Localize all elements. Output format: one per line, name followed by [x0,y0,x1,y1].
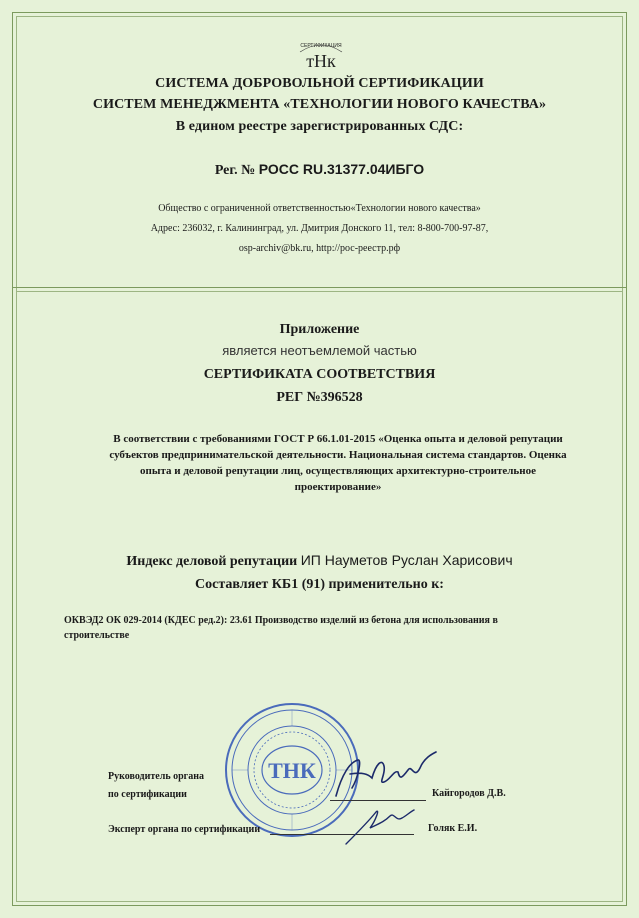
certificate-title: СЕРТИФИКАТА СООТВЕТСТВИЯ [203,367,436,382]
head-label-line-2: по сертификации [108,789,187,800]
expert-signature-label: Эксперт органа по сертификации [108,824,261,835]
svg-text:СЕРТИФИКАЦИЯ: СЕРТИФИКАЦИЯ [300,43,342,49]
reputation-value: Составляет КБ1 (91) применительно к: [195,577,444,592]
reputation-index-label: Индекс деловой репутации [126,554,301,569]
organization-name: Общество с ограниченной ответственностью«Технологии нового качества» [158,203,481,214]
header-line-2: СИСТЕМ МЕНЕДЖМЕНТА «ТЕХНОЛОГИИ НОВОГО КАЧЕСТВА» [92,97,547,112]
gost-line-1: В соответствии с требованиями ГОСТ Р 66.1.01-2015 «Оценка опыта и деловой репутации [113,433,563,445]
section-divider [12,287,627,288]
registry-value: РОСС RU.31377.04ИБГО [258,161,425,177]
appendix-title: Приложение [279,322,360,337]
registry-prefix: Рег. № [214,163,259,178]
registry-number [0,161,639,179]
gost-line-4: проектирование» [294,481,382,493]
reputation-index [0,552,639,570]
svg-text:тНк: тНк [306,51,336,71]
entrepreneur-name: ИП Науметов Руслан Харисович [300,552,513,568]
section-divider-inner [16,291,623,292]
okved-paragraph [64,613,564,643]
stamp-center-text: ТНК [268,758,316,783]
header-line-3: В едином реестре зарегистрированных СДС: [175,119,464,134]
organization-address: Адрес: 236032, г. Калининград, ул. Дмитрия Донского 11, тел: 8-800-700-97-87, [150,223,489,234]
head-name: Кайгородов Д.В. [432,788,506,799]
expert-signature [340,800,420,850]
head-label-line-1: Руководитель органа [108,771,204,782]
expert-name: Голяк Е.И. [428,823,478,834]
organization-contacts: osp-archiv@bk.ru, http://рос-реестр.рф [238,243,401,254]
thk-logo [294,36,348,76]
appendix-subtitle: является неотъемлемой частью [222,343,417,358]
okved-line-2: строительстве [64,630,130,641]
gost-line-2: субъектов предпринимательской деятельности. Национальная система стандартов. Оценка [109,449,567,461]
gost-paragraph [88,431,588,495]
head-signature-label [108,768,204,804]
okved-line-1: ОКВЭД2 ОК 029-2014 (КДЕС ред.2): 23.61 Производство изделий из бетона для использования в [64,615,498,626]
head-signature [328,744,440,804]
gost-line-3: опыта и деловой репутации лиц, осуществляющих архитектурно-строительное [140,465,536,477]
certificate-reg: РЕГ №396528 [276,390,363,405]
header-line-1: СИСТЕМА ДОБРОВОЛЬНОЙ СЕРТИФИКАЦИИ [155,76,484,91]
